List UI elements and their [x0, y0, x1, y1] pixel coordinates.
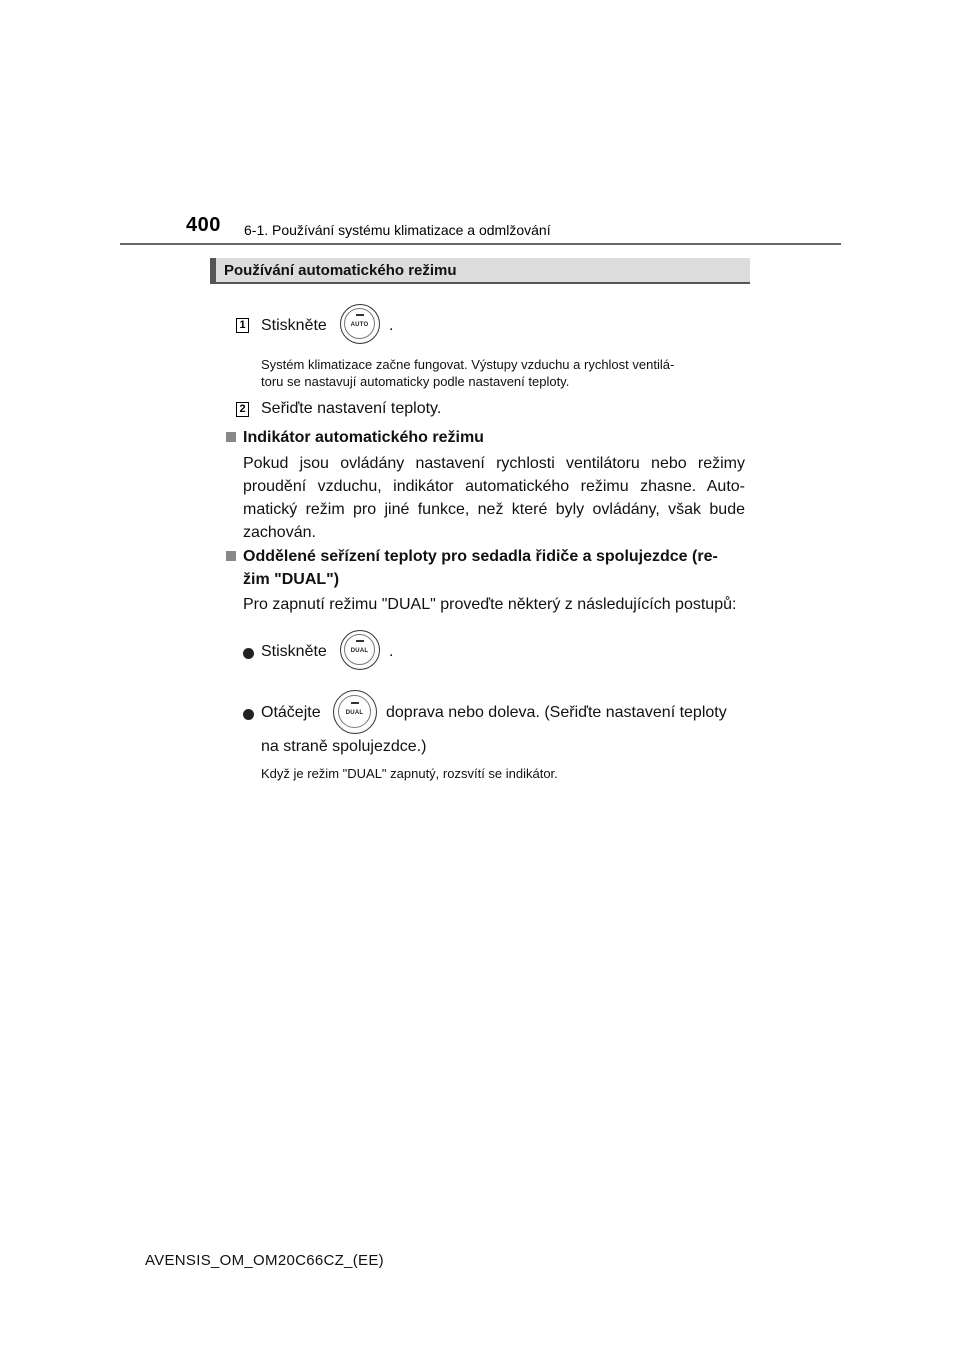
auto-indicator-led: [356, 314, 364, 316]
section-title: Používání automatického režimu: [224, 262, 457, 279]
auto-button-icon: [340, 304, 380, 344]
step-number-2: 2: [236, 402, 249, 417]
dual-heading-line-1: Oddělené seřízení teploty pro sedadla řidiče a spolujezdce (re-: [243, 548, 718, 565]
header-rule: [120, 243, 841, 245]
step-1-period: .: [389, 317, 394, 334]
dual-option-1-text: Stiskněte: [261, 643, 327, 660]
step-2-text: Seřiďte nastavení teploty.: [261, 400, 442, 417]
section-title-bar: [210, 258, 750, 284]
section-accent: [210, 258, 216, 284]
square-bullet-icon: [226, 432, 236, 442]
square-bullet-icon: [226, 551, 236, 561]
dual-button-icon: [340, 630, 380, 670]
dual-option-2-cont: na straně spolujezdce.): [261, 738, 427, 755]
dual-knob-label: DUAL: [345, 710, 364, 716]
dual-heading-line-2: žim "DUAL"): [243, 571, 340, 588]
step-number-1: 1: [236, 318, 249, 333]
dual-intro: Pro zapnutí režimu "DUAL" proveďte některý z následujících postupů:: [243, 596, 737, 613]
dot-bullet-icon: [243, 709, 254, 720]
running-header: 6-1. Používání systému klimatizace a odmlžování: [244, 222, 551, 238]
dual-note: Když je režim "DUAL" zapnutý, rozsvítí se indikátor.: [261, 766, 558, 781]
dual-option-1-period: .: [389, 643, 394, 660]
auto-indicator-paragraph: Pokud jsou ovládány nastavení rychlosti ventilátoru nebo režimy proudění vzduchu, indikátor automatického režimu zhasne. Auto-matický režim pro jiné funkce, než které byly ovládány, však bude zachován.: [243, 455, 745, 541]
dual-indicator-led: [356, 640, 364, 642]
dual-button-label: DUAL: [350, 648, 369, 654]
dual-knob-led: [351, 702, 359, 704]
page-number: 400: [186, 214, 221, 236]
auto-button-label: AUTO: [350, 322, 369, 328]
dot-bullet-icon: [243, 648, 254, 659]
dual-option-2-rest: doprava nebo doleva. (Seřiďte nastavení teploty: [386, 704, 727, 721]
auto-indicator-heading: Indikátor automatického režimu: [243, 429, 484, 446]
dual-option-2-text: Otáčejte: [261, 704, 321, 721]
step-1-note: Systém klimatizace začne fungovat. Výstupy vzduchu a rychlost ventilá- toru se nastavují automaticky podle nastavení teploty.: [261, 357, 675, 389]
dual-knob-icon: [333, 690, 377, 734]
footer-code: AVENSIS_OM_OM20C66CZ_(EE): [145, 1252, 384, 1269]
step-1-text: Stiskněte: [261, 317, 327, 334]
